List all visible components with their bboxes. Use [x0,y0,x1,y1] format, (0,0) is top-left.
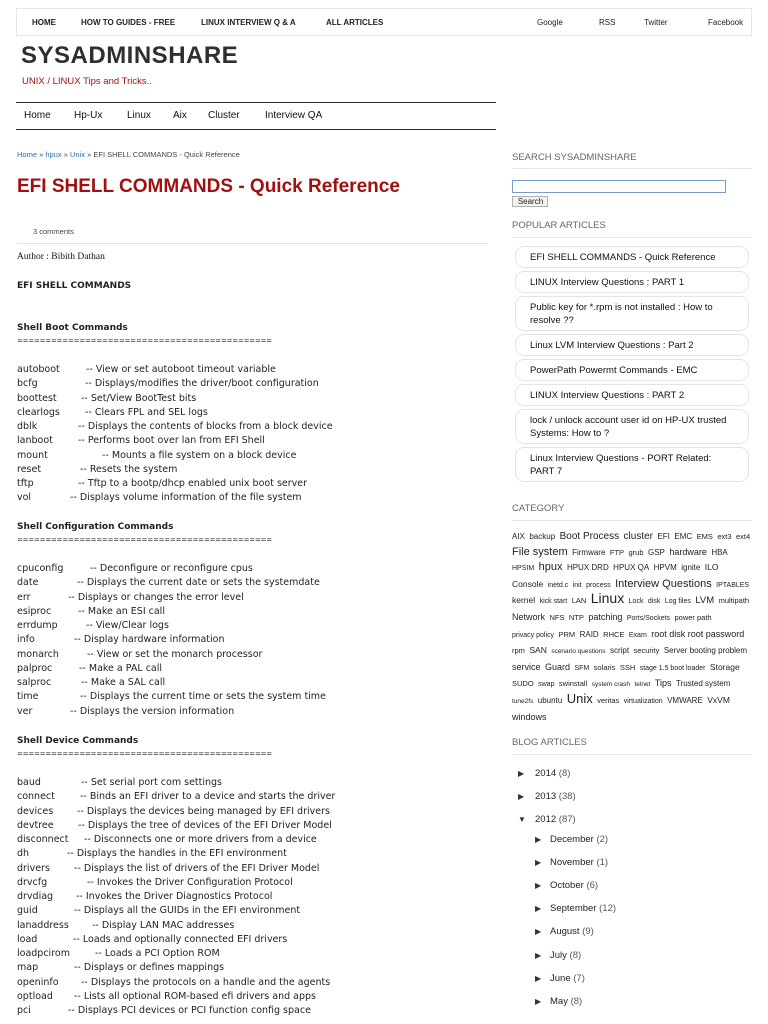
category-tag[interactable]: Firmware [572,547,606,557]
category-tag[interactable]: LAN [571,596,587,606]
category-tag[interactable]: SFM [574,664,590,672]
category-tag[interactable]: ubuntu [537,695,563,705]
command-row [17,393,196,407]
post-title: EFI SHELL COMMANDS - Quick Reference [17,176,400,197]
section-heading: Shell Device Commands [17,736,139,746]
topnav-guides[interactable]: HOW TO GUIDES - FREE [81,18,176,27]
arrow-down-icon[interactable]: ▼ [518,815,526,824]
command-description: -- Displays the list of drivers of the EFI Driver Model [74,862,320,874]
arrow-right-icon[interactable]: ▶ [535,881,542,891]
command-description: -- Invokes the Driver Diagnostics Protocol [76,891,273,902]
section-heading: Shell Boot Commands [17,323,128,333]
command-description: -- View/Clear logs [86,620,169,631]
command-name: loadpcirom [17,948,70,959]
category-tag[interactable]: patching [588,611,623,622]
archive-count: (8) [569,949,582,961]
category-tag[interactable]: FTP [609,547,625,557]
category-tag[interactable]: kick start [539,598,568,606]
command-row [17,435,265,449]
category-tag[interactable]: solaris [593,662,616,672]
command-description: -- Resets the system [80,463,178,475]
command-name: salproc [17,677,52,688]
category-tag[interactable]: swinstall [558,679,588,689]
category-tag[interactable]: ext4 [735,532,751,541]
command-row [17,891,272,905]
category-tag[interactable]: NFS [549,612,565,622]
command-row [17,677,165,691]
section-separator: ============================================= [17,750,272,758]
command-description: -- Displays/modifies the driver/boot configuration [85,378,319,390]
command-row [17,378,319,392]
command-name: devices [17,805,54,817]
command-description: -- Set/View BootTest bits [81,392,197,404]
command-name: dblk [17,421,38,432]
arrow-right-icon[interactable]: ▶ [535,904,542,914]
command-name: dh [17,848,30,860]
category-tag[interactable]: EMS [696,532,713,541]
command-name: optload [17,990,53,1002]
facebook-link[interactable]: Facebook [708,18,744,27]
command-row [17,663,162,677]
command-name: esiproc [17,605,52,617]
breadcrumb-separator: » [63,150,68,159]
category-tag[interactable]: Trusted system [675,679,731,689]
command-name: palproc [17,662,53,674]
command-name: monarch [17,648,59,660]
section-heading: Shell Configuration Commands [17,522,174,532]
category-tag[interactable]: IPTABLES [716,581,750,589]
command-row [17,820,332,834]
category-tag[interactable]: scenario questions [551,648,606,656]
category-tag[interactable]: kernel [512,595,536,606]
breadcrumb-separator: » [39,150,44,159]
category-tag[interactable]: grub [628,547,644,557]
search-heading: SEARCH SYSADMINSHARE [512,152,637,163]
command-name: ver [17,705,33,717]
command-description: -- Displays or changes the error level [68,591,244,603]
command-row [17,948,220,962]
command-name: baud [17,777,41,788]
category-tag[interactable]: Interview Questions [615,577,712,590]
divider [512,237,752,238]
post-author: Author : Bibith Dathan [17,252,105,262]
command-row [17,634,225,648]
arrow-right-icon[interactable]: ▶ [518,792,525,801]
category-tag[interactable]: GSP [647,547,665,557]
category-tag[interactable]: HPUX DRD [566,563,609,573]
command-description: -- Disconnects one or more drivers from a device [84,834,317,845]
category-tag[interactable]: EFI [657,532,670,541]
archive-count: (6) [586,880,599,892]
command-row [17,450,296,464]
command-row [17,478,307,492]
command-row [17,863,319,877]
comments-link[interactable]: 3 comments [33,227,74,236]
command-row [17,848,287,862]
category-tag[interactable]: HBA [711,547,728,557]
nav-aix[interactable]: Aix [173,110,187,121]
command-name: drvdiag [17,891,54,902]
command-name: cpuconfig [17,563,64,574]
command-name: autoboot [17,364,60,375]
command-description: -- Tftp to a bootp/dhcp enabled unix boot server [78,478,308,489]
archive-year-2014[interactable] [535,768,570,779]
arrow-right-icon[interactable]: ▶ [518,769,525,778]
category-tag[interactable]: multipath [718,596,750,606]
archive-month[interactable] [550,973,585,984]
command-name: openinfo [17,976,59,988]
command-name: reset [17,463,42,475]
command-description: -- Displays the protocols on a handle and the agents [81,976,331,988]
command-name: lanboot [17,435,53,447]
command-name: map [17,962,39,974]
category-tag[interactable]: root disk root password [651,628,745,639]
archive-count: (1) [596,857,609,869]
command-row [17,606,165,620]
archive-month-label[interactable]: June [550,972,571,984]
archive-year-2013[interactable] [535,791,576,802]
category-tag[interactable]: hpux [538,561,563,574]
command-row [17,877,293,891]
rss-link[interactable]: RSS [599,18,616,27]
category-tag[interactable]: RHCE [603,629,625,639]
command-name: vol [17,492,32,504]
popular-article-link[interactable]: Public key for *.rpm is not installed : How to resolve ?? [515,296,749,331]
breadcrumb-hpux[interactable]: hpux [45,150,62,159]
command-description: -- Displays the current time or sets the system time [80,691,326,703]
command-row [17,577,320,591]
archive-count: (8) [558,768,571,779]
popular-article-link[interactable]: EFI SHELL COMMANDS - Quick Reference [515,246,749,268]
command-row [17,791,335,805]
command-row [17,364,276,378]
category-tag[interactable]: telnet [634,681,651,689]
top-navigation-bar [16,8,752,36]
command-name: connect [17,791,55,803]
category-tag[interactable]: PRM [558,629,576,639]
command-description: -- Invokes the Driver Configuration Protocol [87,876,293,888]
archive-month-label[interactable]: October [550,880,584,892]
category-tag[interactable]: windows [512,711,547,722]
category-heading: CATEGORY [512,503,565,514]
arrow-right-icon[interactable]: ▶ [535,996,542,1006]
command-description: -- Displays the handles in the EFI environment [67,848,287,860]
category-tag[interactable]: system crash [591,681,631,689]
popular-article-link[interactable]: LINUX Interview Questions : PART 2 [515,384,749,406]
topnav-interview[interactable]: LINUX INTERVIEW Q & A [201,18,296,27]
command-description: -- Displays the current date or sets the systemdate [77,577,320,589]
command-name: clearlogs [17,406,60,418]
command-row [17,649,262,663]
command-description: -- Performs boot over lan from EFI Shell [78,435,265,447]
command-description: -- Display LAN MAC addresses [92,919,235,931]
command-description: -- Displays volume information of the file system [70,492,302,504]
category-tag[interactable]: File system [512,545,568,558]
command-row [17,806,330,820]
category-tag[interactable]: HPSIM [512,565,535,573]
category-tag[interactable]: Ports/Sockets [626,614,671,622]
archive-month-label[interactable]: May [550,995,568,1007]
divider [512,168,752,169]
category-tag[interactable]: hardware [669,546,707,557]
category-tag[interactable]: VMWARE [667,695,703,705]
archive-count: (38) [558,791,576,802]
archive-month-label[interactable]: December [550,834,594,845]
category-tag[interactable]: Linux [590,590,625,607]
category-tag[interactable]: ILO [704,562,719,573]
category-tag[interactable]: rpm [512,646,525,656]
category-tag[interactable]: backup [529,532,556,541]
google-link[interactable]: Google [537,18,563,27]
command-description: -- Binds an EFI driver to a device and starts the driver [80,791,336,803]
command-row [17,620,169,634]
category-tag[interactable]: process [586,581,611,589]
category-tag[interactable]: script [609,646,630,656]
command-row [17,962,224,976]
category-tag[interactable]: Unix [566,690,593,706]
archive-count: (2) [596,834,609,845]
nav-cluster[interactable]: Cluster [208,110,240,121]
command-row [17,407,208,421]
command-row [17,905,300,919]
category-tag[interactable]: disk [647,598,661,606]
command-name: mount [17,449,48,461]
archive-count: (9) [582,926,594,938]
command-description: -- Displays or defines mappings [74,962,225,974]
command-description: -- Set serial port com settings [81,777,223,788]
command-row [17,592,244,606]
popular-article-link[interactable]: Linux Interview Questions - PORT Related: PART 7 [515,447,749,482]
command-row [17,934,287,948]
nav-interview-qa[interactable]: Interview QA [265,110,323,121]
command-name: errdump [17,620,58,631]
category-tag[interactable]: security [633,646,660,656]
archive-count: (12) [599,903,617,915]
archive-month[interactable] [550,903,616,914]
archive-count: (7) [573,972,585,984]
command-description: -- Make a PAL call [79,662,163,674]
site-title[interactable]: SYSADMINSHARE [21,42,239,69]
command-name: err [17,591,31,603]
archive-month[interactable] [550,926,594,937]
category-tag[interactable]: EMC [674,532,693,541]
breadcrumb [17,150,240,159]
command-row [17,492,302,506]
popular-heading: POPULAR ARTICLES [512,220,606,231]
nav-linux[interactable]: Linux [127,110,151,121]
popular-article-link[interactable]: lock / unlock account user id on HP-UX trusted Systems: How to ? [515,409,749,444]
command-description: -- View or set the monarch processor [87,648,263,660]
post-heading: EFI SHELL COMMANDS [17,281,132,291]
command-row [17,563,253,577]
command-name: drivers [17,862,50,874]
command-description: -- Loads and optionally connected EFI drivers [73,933,288,945]
nav-home[interactable]: Home [24,110,51,121]
category-tag[interactable]: HPVM [653,563,677,573]
popular-article-link[interactable]: Linux LVM Interview Questions : Part 2 [515,334,749,356]
arrow-right-icon[interactable]: ▶ [535,950,542,960]
command-description: -- Loads a PCI Option ROM [95,948,220,959]
search-input[interactable] [512,180,726,193]
category-tag[interactable]: VxVM [707,694,730,705]
category-tag[interactable]: ignite [681,563,701,573]
archive-month[interactable] [550,857,608,868]
command-name: boottest [17,392,57,404]
archive-month[interactable] [550,950,581,961]
divider [17,243,488,244]
archive-count: (8) [570,995,583,1007]
archive-month-label[interactable]: August [550,926,580,938]
archive-year-label[interactable]: 2014 [535,768,557,779]
category-tag[interactable]: Guard [544,661,570,672]
breadcrumb-separator: » [87,150,92,159]
command-row [17,991,316,1005]
breadcrumb-home[interactable]: Home [17,150,38,159]
category-tag[interactable]: Storage [709,661,740,672]
nav-hp-ux[interactable]: Hp-Ux [74,110,103,121]
command-name: time [17,691,39,703]
arrow-right-icon[interactable]: ▶ [535,973,542,983]
command-name: devtree [17,819,54,831]
category-tag[interactable]: Exam [628,631,647,639]
category-tag[interactable]: NTP [568,612,584,622]
category-tag[interactable]: Server booting problem [663,646,747,656]
divider [512,520,752,521]
category-tag[interactable]: Lock [628,598,644,606]
category-tag[interactable]: AIX [512,532,525,541]
breadcrumb-current: EFI SHELL COMMANDS - Quick Reference [93,150,240,159]
command-description: -- Make an ESI call [78,605,165,617]
category-tag[interactable]: privacy policy [512,631,555,639]
archive-month[interactable] [550,880,598,891]
category-tag[interactable]: LVM [695,595,715,607]
command-name: info [17,634,35,646]
arrow-right-icon[interactable]: ▶ [535,835,542,844]
arrow-right-icon[interactable]: ▶ [535,858,542,868]
command-description: -- Displays PCI devices or PCI function config space [68,1005,311,1016]
archive-month[interactable] [550,996,582,1007]
category-tag[interactable]: SSH [619,662,636,672]
category-tag[interactable]: swap [538,681,555,689]
archive-count: (87) [558,814,576,825]
category-tag[interactable]: power path [674,612,712,622]
site-tagline: UNIX / LINUX Tips and Tricks.. [22,76,152,87]
category-tag[interactable]: service [512,661,541,672]
command-row [17,706,234,720]
category-tag[interactable]: SAN [529,645,547,656]
category-tag[interactable]: RAID [579,629,599,639]
command-row [17,977,330,991]
command-description: -- Make a SAL call [81,677,166,688]
category-tag[interactable]: init [572,581,582,589]
topnav-home[interactable]: HOME [32,18,56,27]
archive-year-label[interactable]: 2013 [535,791,557,802]
command-description: -- Displays the tree of devices of the EFI Driver Model [78,819,332,831]
category-tag[interactable]: Boot Process [559,531,620,542]
archive-month-label[interactable]: July [550,949,567,961]
command-description: -- Displays the version information [70,705,235,717]
category-tag[interactable]: Log files [664,598,691,606]
archive-month-label[interactable]: November [550,857,594,869]
command-description: -- Displays the devices being managed by EFI drivers [77,805,330,817]
command-name: tftp [17,478,34,489]
command-row [17,1005,311,1019]
popular-article-link[interactable]: PowerPath Powermt Commands - EMC [515,359,749,381]
category-tag[interactable]: Tips [654,678,672,689]
topnav-all-articles[interactable]: ALL ARTICLES [326,18,384,27]
command-row [17,421,333,435]
category-tag[interactable]: Network [512,611,546,622]
command-description: -- Mounts a file system on a block device [102,449,297,461]
command-name: load [17,933,38,945]
category-tag[interactable]: HPUX QA [613,563,650,573]
command-row [17,777,222,791]
archive-year-2012[interactable] [535,814,576,825]
arrow-right-icon[interactable]: ▶ [535,927,542,937]
command-name: drvcfg [17,876,48,888]
command-name: lanaddress [17,919,69,931]
archive-month[interactable] [550,834,608,845]
archive-year-label[interactable]: 2012 [535,814,557,825]
divider [512,754,752,755]
command-row [17,691,326,705]
archive-month-label[interactable]: September [550,903,597,915]
popular-article-link[interactable]: LINUX Interview Questions : PART 1 [515,271,749,293]
command-description: -- Displays the contents of blocks from a block device [78,421,333,432]
command-description: -- Lists all optional ROM-based efi drivers and apps [74,990,316,1002]
search-button[interactable]: Search [512,196,548,207]
command-row [17,834,317,848]
command-name: bcfg [17,378,38,390]
command-name: guid [17,905,38,917]
category-tag-cloud [512,528,754,724]
blog-archive-heading: BLOG ARTICLES [512,737,587,748]
command-row [17,464,177,478]
command-description: -- Clears FPL and SEL logs [85,406,208,418]
command-description: -- Deconfigure or reconfigure cpus [90,563,253,574]
main-navigation-bar [16,102,496,130]
section-separator: ============================================= [17,337,272,345]
breadcrumb-unix[interactable]: Unix [70,150,86,159]
category-tag[interactable]: ext3 [717,532,732,541]
category-tag[interactable]: Console [512,578,544,589]
command-name: disconnect [17,834,69,845]
command-description: -- View or set autoboot timeout variable [86,364,276,375]
section-separator: ============================================= [17,536,272,544]
command-description: -- Display hardware information [74,634,225,646]
category-tag[interactable]: inetd.c [547,581,569,589]
category-tag[interactable]: tune2fs [512,697,534,705]
command-description: -- Displays all the GUIDs in the EFI environment [74,905,301,917]
category-tag[interactable]: veritas [597,695,620,705]
twitter-link[interactable]: Twitter [644,18,668,27]
category-tag[interactable]: SUDO [512,679,534,689]
category-tag[interactable]: stage 1.5 boot loader [639,664,706,672]
category-tag[interactable]: virtualization [623,697,663,705]
category-tag[interactable]: cluster [623,531,653,542]
command-name: pci [17,1005,31,1016]
command-name: date [17,577,39,589]
command-row [17,920,234,934]
